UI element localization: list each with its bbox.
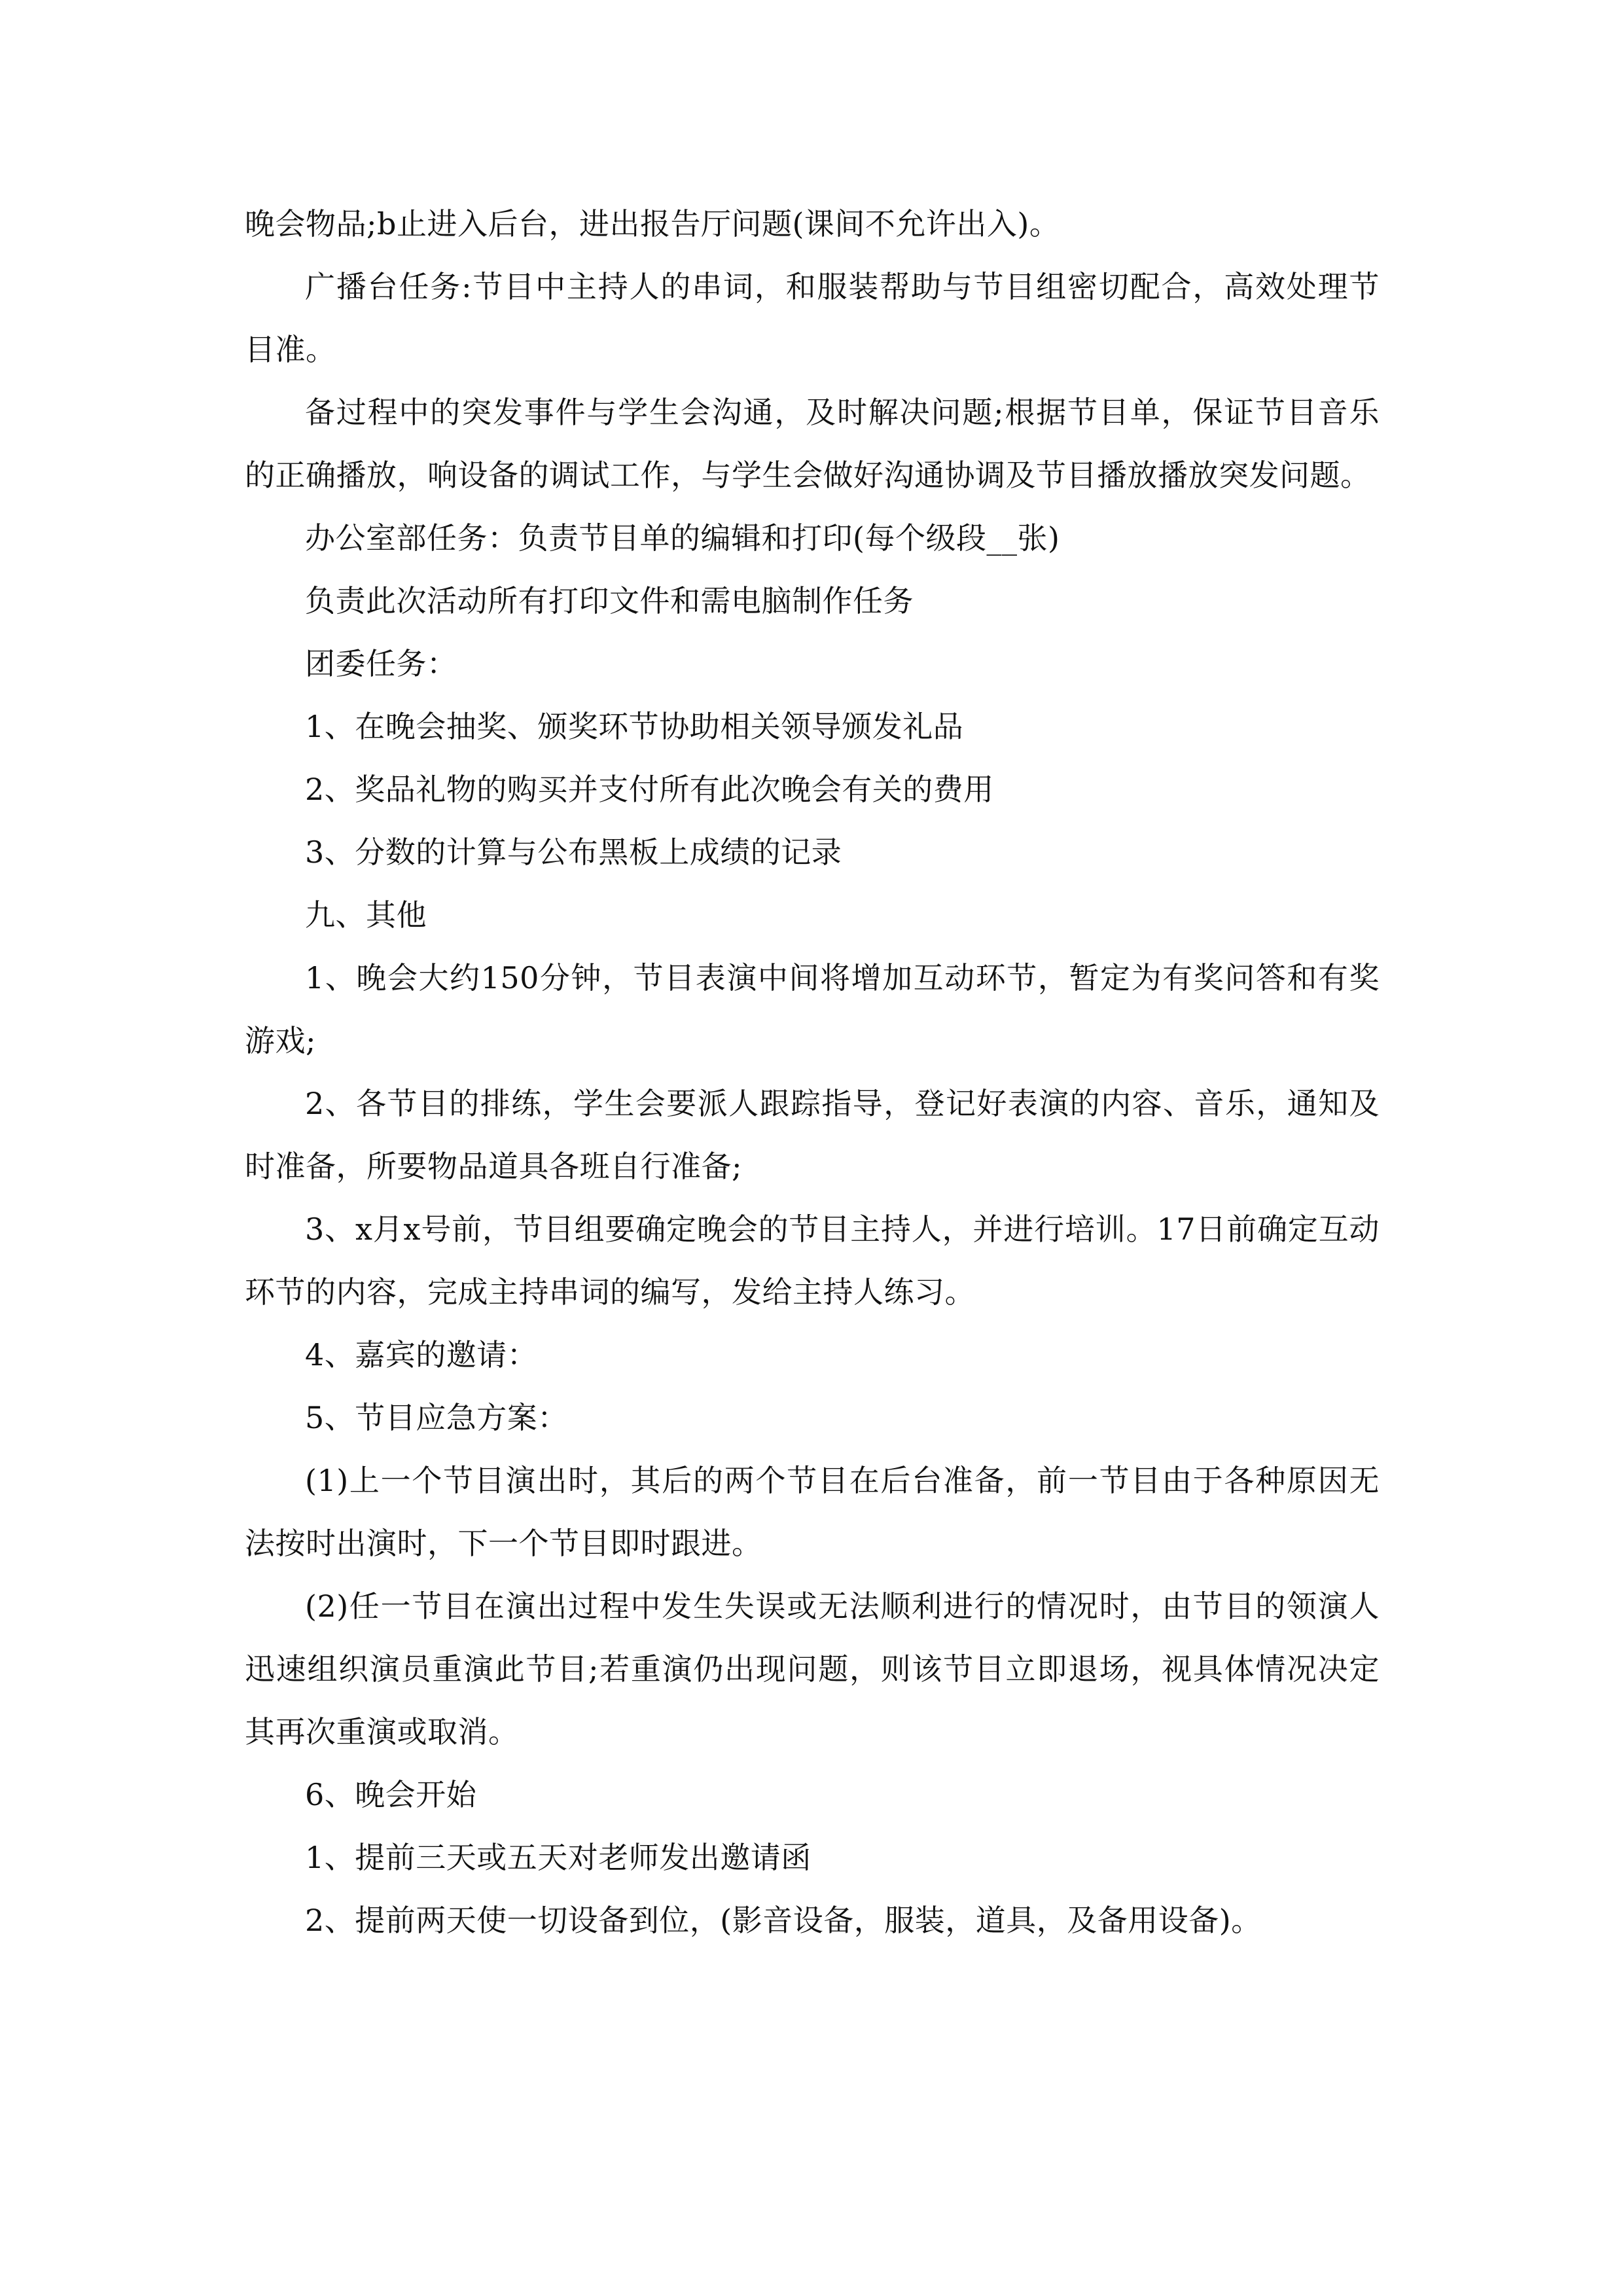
paragraph-16: (1)上一个节目演出时，其后的两个节目在后台准备，前一节目由于各种原因无法按时出演时，下一个节目即时跟进。 xyxy=(245,1463,1380,1561)
paragraph-1: 晚会物品;b止进入后台，进出报告厅问题(课间不允许出入)。 xyxy=(245,206,1060,242)
paragraph-8: 2、奖品礼物的购买并支付所有此次晚会有关的费用 xyxy=(305,772,994,807)
paragraph-6: 团委任务： xyxy=(305,646,457,681)
paragraph-18: 6、晚会开始 xyxy=(305,1777,477,1812)
section-heading-other: 九、其他 xyxy=(305,897,427,933)
paragraph-19: 1、提前三天或五天对老师发出邀请函 xyxy=(305,1840,812,1875)
paragraph-14: 4、嘉宾的邀请： xyxy=(305,1337,538,1372)
paragraph-15: 5、节目应急方案： xyxy=(305,1400,568,1435)
paragraph-9: 3、分数的计算与公布黑板上成绩的记录 xyxy=(305,834,842,870)
document-body xyxy=(245,192,1380,1952)
paragraph-13: 3、x月x号前，节目组要确定晚会的节目主持人，并进行培训。17日前确定互动环节的内容，完成主持串词的编写，发给主持人练习。 xyxy=(245,1211,1380,1310)
paragraph-11: 1、晚会大约150分钟，节目表演中间将增加互动环节，暂定为有奖问答和有奖游戏; xyxy=(245,960,1380,1058)
paragraph-4: 办公室部任务：负责节目单的编辑和打印(每个级段__张) xyxy=(305,520,1060,556)
paragraph-5: 负责此次活动所有打印文件和需电脑制作任务 xyxy=(305,583,914,619)
paragraph-17: (2)任一节目在演出过程中发生失误或无法顺利进行的情况时，由节目的领演人迅速组织演员重演此节目;若重演仍出现问题，则该节目立即退场，视具体情况决定其再次重演或取消。 xyxy=(245,1588,1380,1749)
paragraph-2: 广播台任务:节目中主持人的串词，和服装帮助与节目组密切配合，高效处理节目准。 xyxy=(245,269,1380,367)
paragraph-3: 备过程中的突发事件与学生会沟通，及时解决问题;根据节目单，保证节目音乐的正确播放，响设备的调试工作，与学生会做好沟通协调及节目播放播放突发问题。 xyxy=(245,395,1380,493)
paragraph-7: 1、在晚会抽奖、颁奖环节协助相关领导颁发礼品 xyxy=(305,709,964,744)
paragraph-12: 2、各节目的排练，学生会要派人跟踪指导，登记好表演的内容、音乐，通知及时准备，所要物品道具各班自行准备; xyxy=(245,1086,1380,1184)
paragraph-20: 2、提前两天使一切设备到位，(影音设备，服装，道具，及备用设备)。 xyxy=(305,1903,1262,1938)
